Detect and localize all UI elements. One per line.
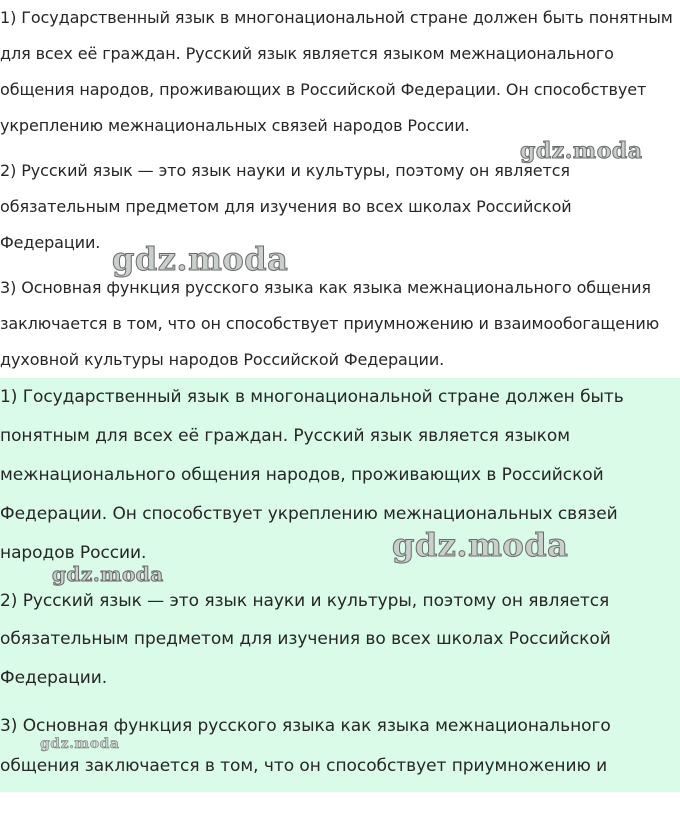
text-line: укреплению межнациональных связей народов России. <box>0 116 470 135</box>
text-line: народов России. <box>0 543 147 563</box>
text-line: Федерации. <box>0 233 101 252</box>
watermark: gdz.moda <box>520 138 643 164</box>
watermark: gdz.moda <box>40 736 120 752</box>
text-line: 3) Основная функция русского языка как языка межнационального <box>0 716 611 736</box>
text-line: для всех её граждан. Русский язык является языком межнационального <box>0 44 614 63</box>
watermark: gdz.moda <box>112 240 289 278</box>
text-line: Федерации. <box>0 668 108 688</box>
watermark: gdz.moda <box>52 562 164 586</box>
text-line: 2) Русский язык — это язык науки и культуры, поэтому он является <box>0 161 570 180</box>
text-line: обязательным предметом для изучения во всех школах Российской <box>0 629 611 649</box>
text-line: 3) Основная функция русского языка как языка межнационального общения <box>0 278 651 297</box>
text-line: духовной культуры народов Российской Федерации. <box>0 350 445 369</box>
text-line: 2) Русский язык — это язык науки и культуры, поэтому он является <box>0 591 610 611</box>
text-line: обязательным предметом для изучения во всех школах Российской <box>0 197 572 216</box>
text-line: заключается в том, что он способствует приумножению и взаимообогащению <box>0 314 660 333</box>
text-line: общения заключается в том, что он способствует приумножению и <box>0 756 608 776</box>
text-line: межнационального общения народов, проживающих в Российской <box>0 465 604 485</box>
text-line: понятным для всех её граждан. Русский язык является языком <box>0 426 571 446</box>
text-line: общения народов, проживающих в Российской Федерации. Он способствует <box>0 80 647 99</box>
text-line: Федерации. Он способствует укреплению межнациональных связей <box>0 504 618 524</box>
upper-answer-block <box>0 0 680 378</box>
text-line: 1) Государственный язык в многонациональной стране должен быть понятным <box>0 8 673 27</box>
text-line: 1) Государственный язык в многонациональной стране должен быть <box>0 387 624 407</box>
watermark: gdz.moda <box>392 526 569 564</box>
